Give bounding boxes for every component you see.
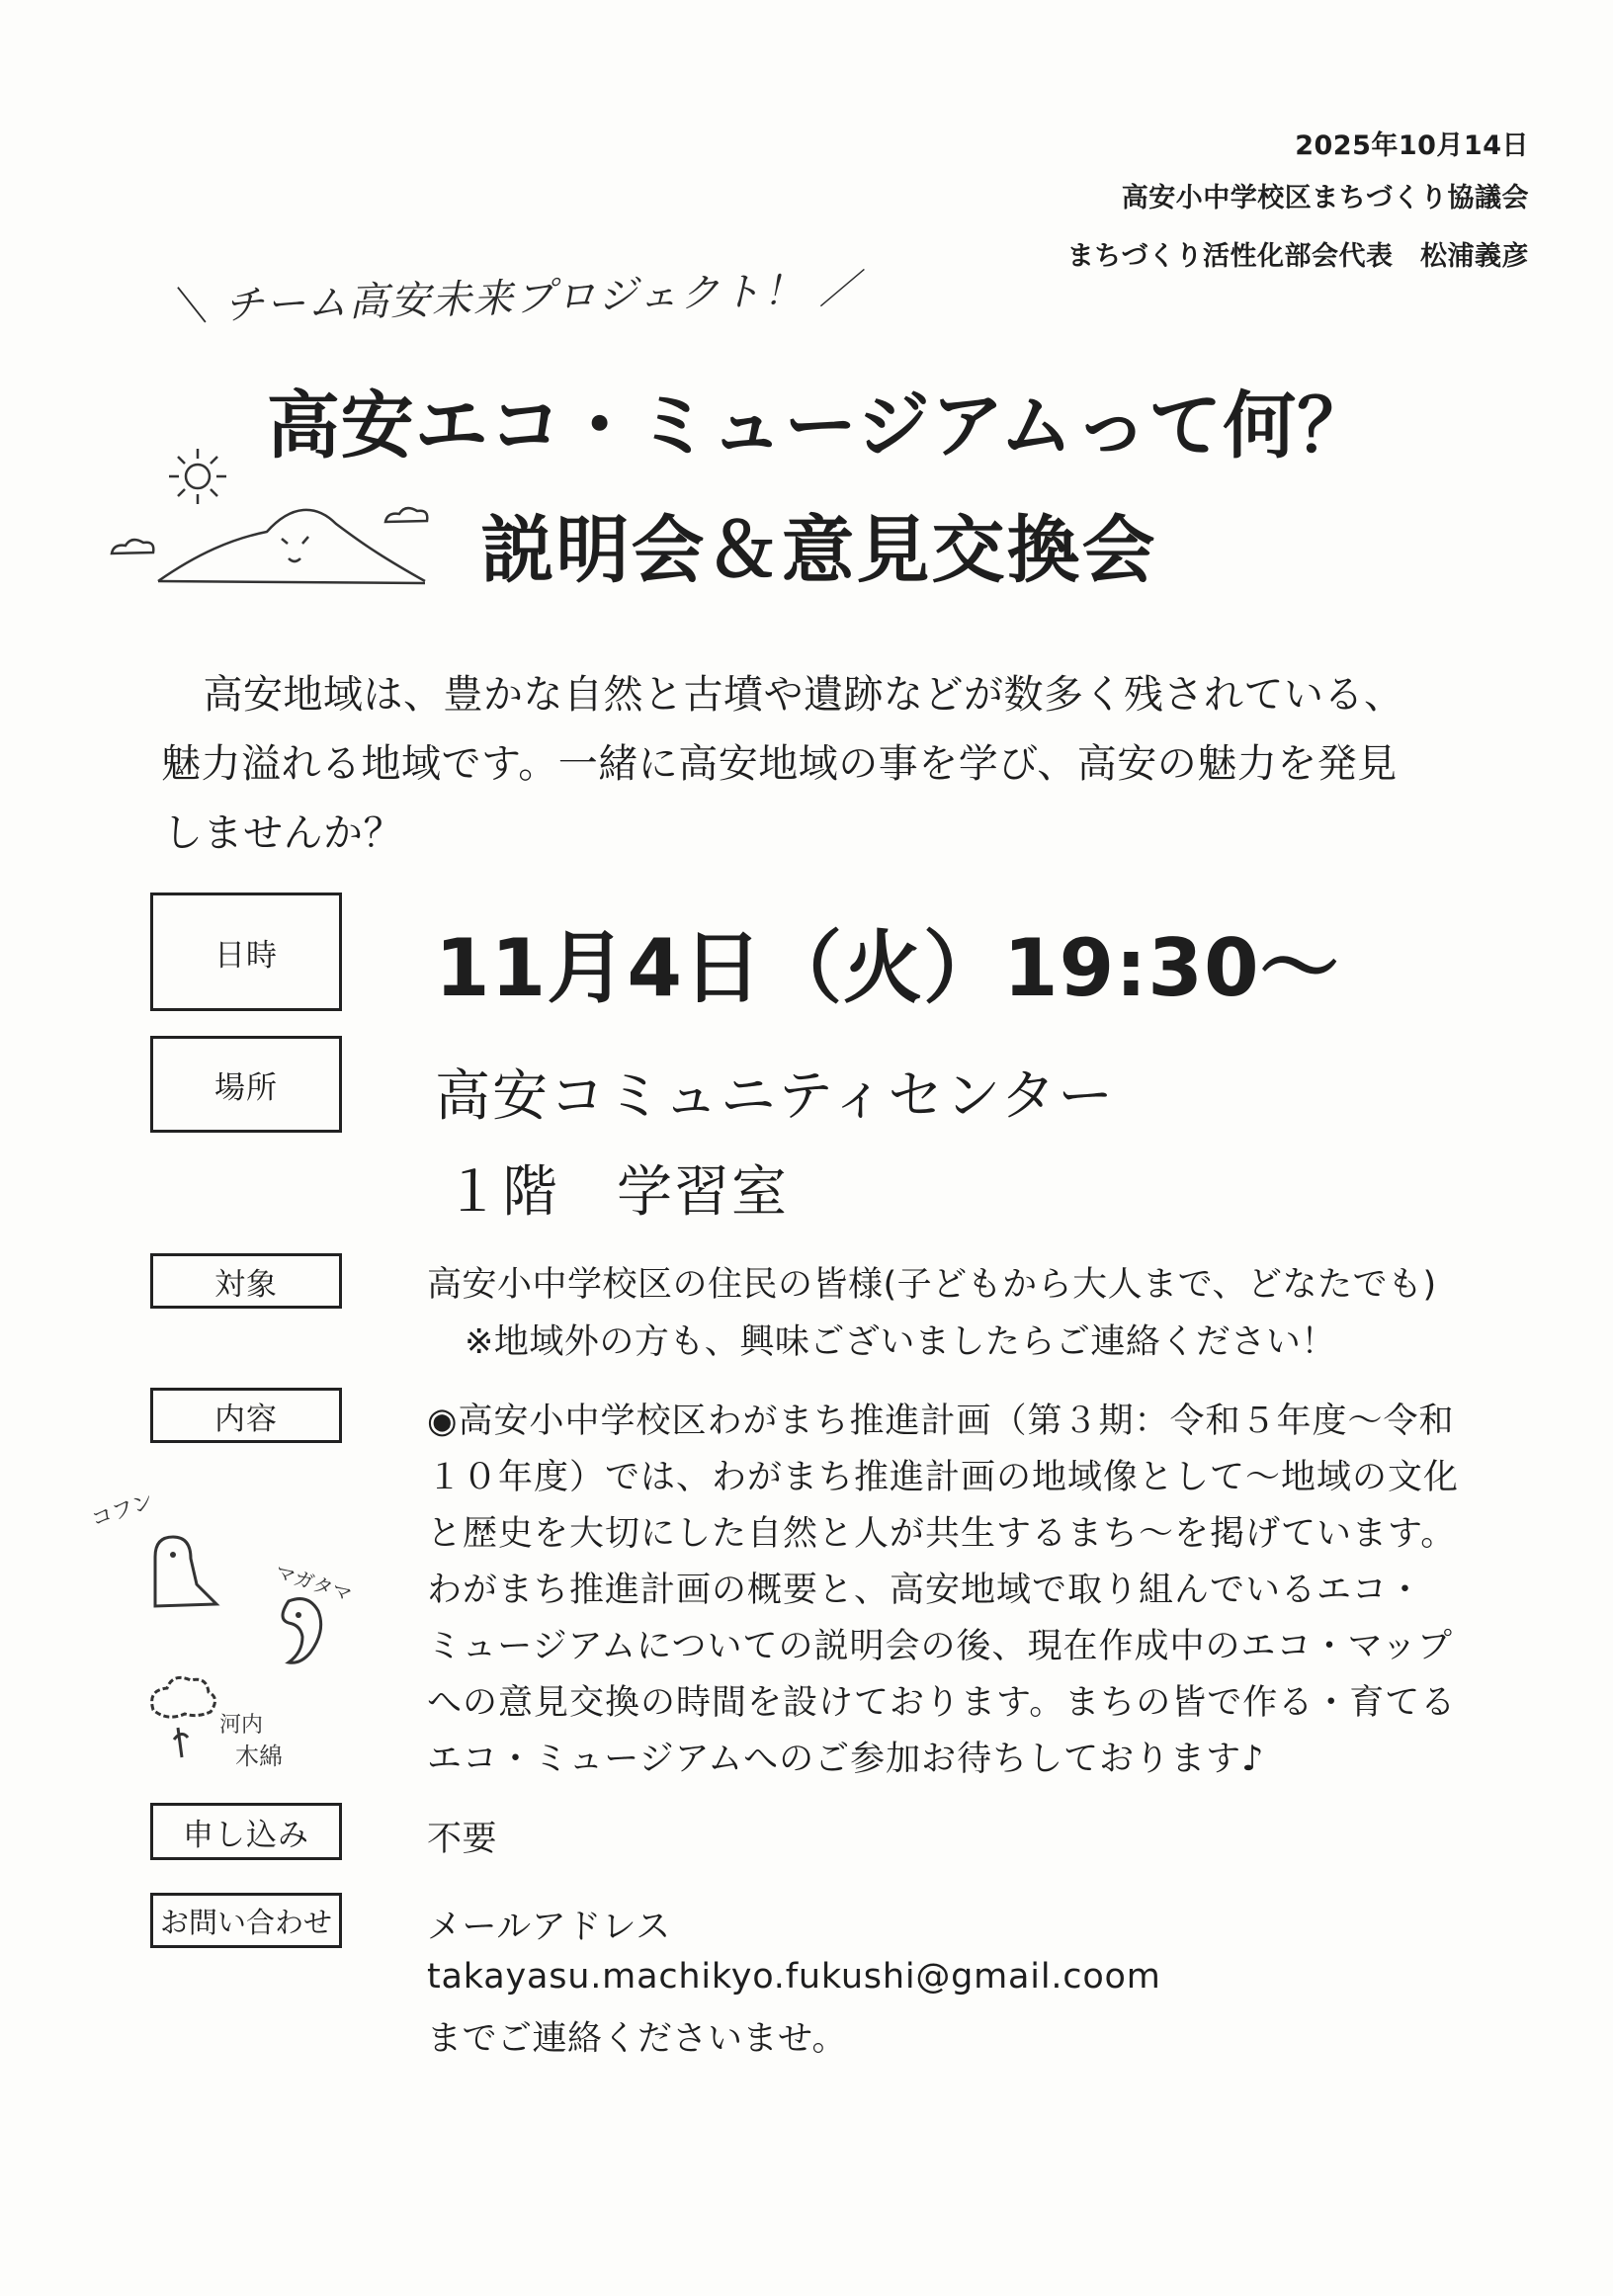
inquiry-label: お問い合わせ bbox=[150, 1893, 342, 1948]
content-line: １０年度）では、わがまち推進計画の地域像として〜地域の文化 bbox=[427, 1458, 1460, 1497]
kawachi-label: 河内 bbox=[219, 1713, 264, 1738]
inquiry-email[interactable]: takayasu.machikyo.fukushi@gmail.coom bbox=[427, 1957, 1161, 1997]
application-label: 申し込み bbox=[150, 1803, 342, 1860]
place-room: １階 学習室 bbox=[445, 1160, 789, 1225]
datetime-label: 日時 bbox=[150, 893, 342, 1011]
main-title-line2: 説明会＆意見交換会 bbox=[480, 508, 1157, 593]
issue-date: 2025年10月14日 bbox=[1295, 130, 1529, 161]
cotton-doodle bbox=[138, 1670, 316, 1779]
content-line: と歴史を大切にした自然と人が共生するまち〜を掲げています。 bbox=[427, 1514, 1457, 1554]
content-line: ミュージアムについての説明会の後、現在作成中のエコ・マップ bbox=[427, 1627, 1454, 1666]
kofun-label: コフン bbox=[88, 1488, 157, 1533]
main-title-line1: 高安エコ・ミュージアムって何？ bbox=[266, 383, 1372, 468]
intro-line: 魅力溢れる地域です。一緒に高安地域の事を学び、高安の魅力を発見 bbox=[161, 741, 1398, 787]
datetime-value: 11月4日（火）19:30〜 bbox=[435, 922, 1340, 1014]
place-name: 高安コミュニティセンター bbox=[435, 1064, 1116, 1129]
intro-line: 高安地域は、豊かな自然と古墳や遺跡などが数多く残されている、 bbox=[163, 672, 1404, 718]
kofun-doodle bbox=[88, 1488, 232, 1616]
target-line2: ※地域外の方も、興味ございましたらご連絡ください！ bbox=[465, 1322, 1336, 1362]
target-label: 対象 bbox=[150, 1253, 342, 1309]
content-text bbox=[427, 1394, 1459, 1788]
content-line: わがまち推進計画の概要と、高安地域で取り組んでいるエコ・ bbox=[427, 1571, 1424, 1610]
intro-line: しませんか？ bbox=[163, 810, 403, 856]
project-subtitle: ＼ チーム高安未来プロジェクト！ ／ bbox=[167, 266, 862, 331]
representative-name: まちづくり活性化部会代表 松浦義彦 bbox=[1066, 241, 1529, 272]
momen-label: 木綿 bbox=[235, 1743, 283, 1770]
inquiry-line3: までご連絡くださいませ。 bbox=[427, 2019, 847, 2059]
magatama-doodle bbox=[259, 1552, 387, 1680]
inquiry-line1: メールアドレス bbox=[427, 1908, 671, 1947]
content-line: への意見交換の時間を設けております。まちの皆で作る・育てる bbox=[427, 1683, 1457, 1723]
intro-paragraph bbox=[163, 660, 1507, 868]
organization-name: 高安小中学校区まちづくり協議会 bbox=[1121, 183, 1529, 213]
content-line: エコ・ミュージアムへのご参加お待ちしております♪ bbox=[427, 1740, 1265, 1779]
content-line: ◉高安小中学校区わがまち推進計画（第３期：令和５年度〜令和 bbox=[427, 1402, 1455, 1441]
magatama-label: マガタマ bbox=[272, 1559, 355, 1607]
application-value: 不要 bbox=[427, 1820, 498, 1859]
place-label: 場所 bbox=[150, 1036, 342, 1133]
target-line1: 高安小中学校区の住民の皆様(子どもから大人まで、どなたでも) bbox=[427, 1265, 1437, 1305]
content-label: 内容 bbox=[150, 1388, 342, 1443]
